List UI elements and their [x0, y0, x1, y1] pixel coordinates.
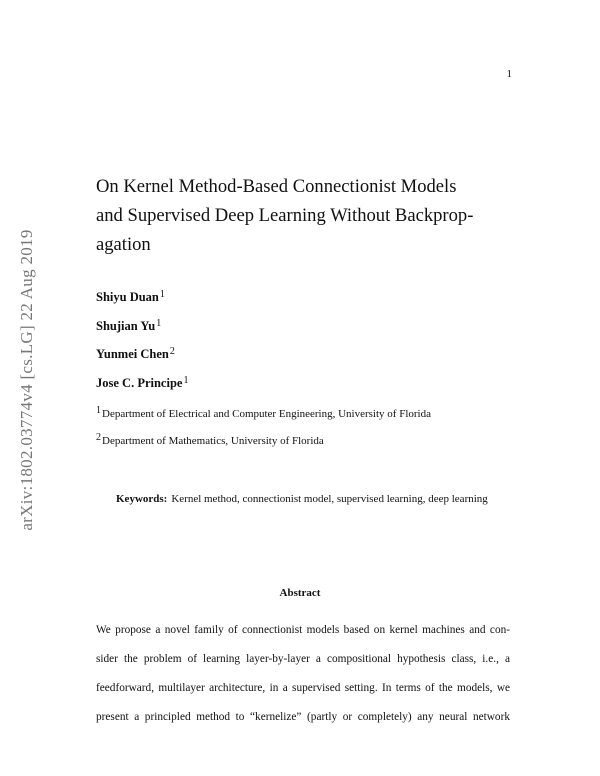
abstract-heading: Abstract [279, 587, 321, 599]
author-jose-principe [96, 373, 516, 402]
author-name: Jose C. Principe [96, 375, 183, 390]
title-line: and Supervised Deep Learning Without Backprop- [96, 205, 474, 226]
keywords [116, 492, 516, 506]
affiliation-marker: 1 [96, 405, 101, 416]
author-list [96, 287, 516, 401]
affiliation-math [96, 431, 516, 458]
affiliation-text: Department of Mathematics, University of Florida [102, 435, 324, 447]
abstract-body [96, 623, 510, 739]
keywords-label: Keywords: [116, 493, 168, 505]
abstract-line: sider the problem of learning layer-by-layer a compositional hypothesis class, i.e., a [96, 653, 510, 665]
author-name: Yunmei Chen [96, 347, 169, 361]
affiliation-marker: 2 [96, 432, 101, 443]
abstract-line: feedforward, multilayer architecture, in a supervised setting. In terms of the models, we [96, 682, 510, 694]
affiliation-ece [96, 404, 516, 431]
author-shujian-yu [96, 316, 516, 345]
title-line: agation [96, 234, 151, 255]
author-affiliation-marker: 1 [183, 374, 189, 386]
author-shiyu-duan [96, 287, 516, 316]
author-name: Shiyu Duan [96, 290, 159, 304]
arxiv-identifier-stamp: arXiv:1802.03774v4 [cs.LG] 22 Aug 2019 [17, 229, 36, 531]
page-number: 1 [506, 68, 512, 80]
author-affiliation-marker: 1 [159, 289, 165, 300]
author-affiliation-marker: 1 [156, 317, 162, 329]
paper-title [96, 172, 510, 259]
affiliation-text: Department of Electrical and Computer Engineering, University of Florida [102, 408, 431, 420]
keywords-text: Kernel method, connectionist model, supervised learning, deep learning [171, 493, 488, 505]
title-line: On Kernel Method-Based Connectionist Models [96, 176, 457, 197]
author-name: Shujian Yu [96, 318, 156, 333]
author-affiliation-marker: 2 [169, 346, 175, 357]
affiliation-list [96, 404, 516, 458]
author-yunmei-chen [96, 344, 516, 373]
abstract-line: We propose a novel family of connectionist models based on kernel machines and con- [96, 624, 510, 636]
abstract-line: present a principled method to “kernelize” (partly or completely) any neural network [96, 711, 510, 723]
